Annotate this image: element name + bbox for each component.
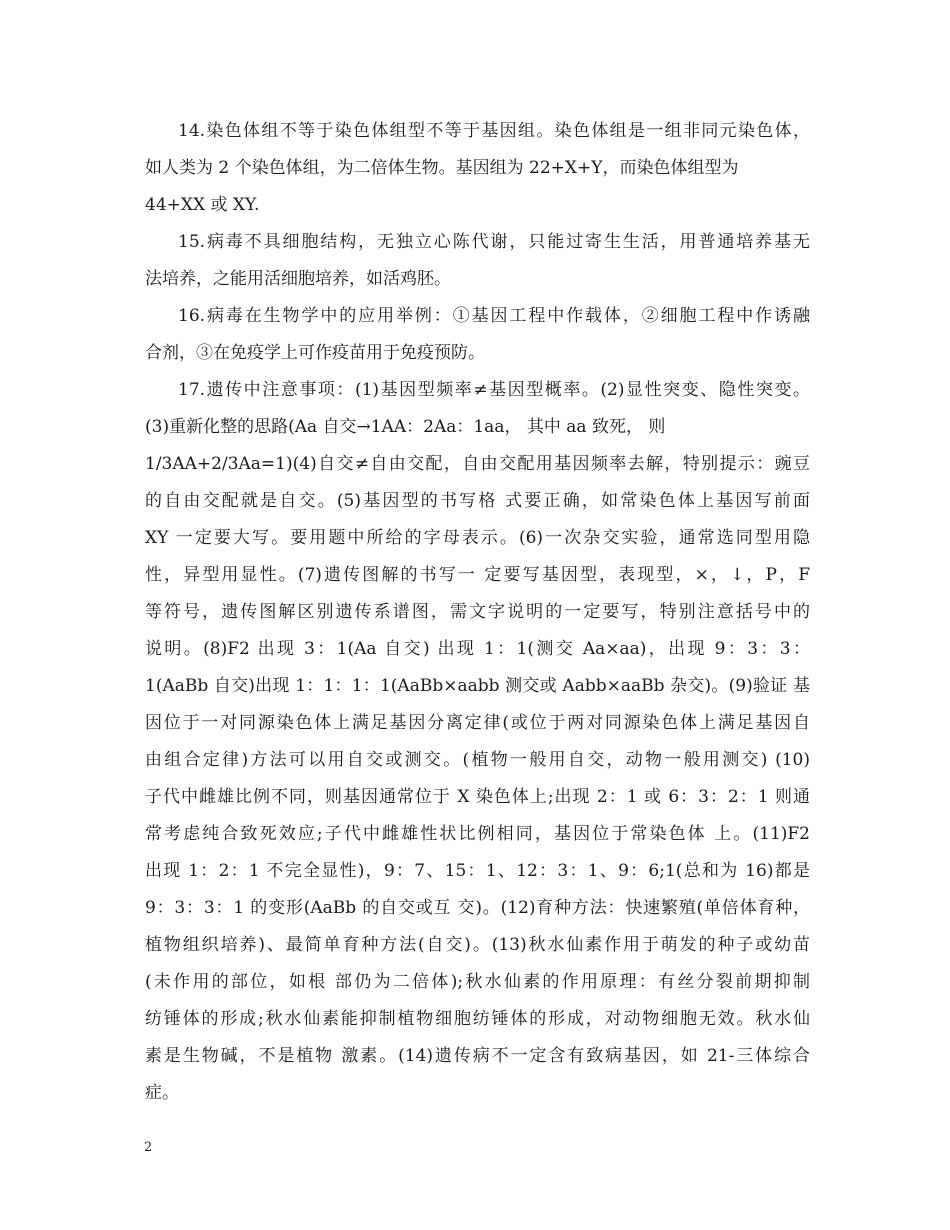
text-line: 14.染色体组不等于染色体组型不等于基因组。染色体组是一组非同元染色体， xyxy=(178,121,810,141)
text-line: 说明。(8)F2 出现 3：1(Aa 自交) 出现 1：1(测交 Aa×aa)，出现 9：3：3： xyxy=(145,639,810,659)
text-line: 常考虑纯合致死效应;子代中雌雄性状比例相同，基因位于常染色体 上。(11)F2 xyxy=(145,824,810,844)
text-line: 素是生物碱，不是植物 激素。(14)遗传病不一定含有致病基因，如 21-三体综合 xyxy=(145,1046,810,1066)
text-line: 植物组织培养)、最简单育种方法(自交)。(13)秋水仙素作用于萌发的种子或幼苗 xyxy=(145,935,810,955)
text-line: 症。 xyxy=(145,1083,179,1103)
text-line: (3)重新化整的思路(Aa 自交→1AA：2Aa：1aa， 其中 aa 致死， 则 xyxy=(145,417,666,437)
text-line: 子代中雌雄比例不同，则基因通常位于 X 染色体上;出现 2：1 或 6：3：2：1 则通 xyxy=(145,787,810,807)
text-line: 的自由交配就是自交。(5)基因型的书写格 式要正确，如常染色体上基因写前面 xyxy=(145,491,810,511)
text-line: 9：3：3：1 的变形(AaBb 的自交或互 交)。(12)育种方法：快速繁殖(单倍体育种， xyxy=(145,898,810,918)
page-number: 2 xyxy=(144,1140,153,1155)
text-line: 性，异型用显性。(7)遗传图解的书写一 定要写基因型，表现型，×，↓，P，F xyxy=(145,565,810,585)
text-line: 因位于一对同源染色体上满足基因分离定律(或位于两对同源染色体上满足基因自 xyxy=(145,713,810,733)
text-line: 1/3AA+2/3Aa=1)(4)自交≠自由交配，自由交配用基因频率去解，特别提示：豌豆 xyxy=(145,454,810,474)
text-line: XY 一定要大写。要用题中所给的字母表示。(6)一次杂交实验，通常选同型用隐 xyxy=(145,528,810,548)
text-line: 1(AaBb 自交)出现 1：1：1：1(AaBb×aabb 测交或 Aabb×aaBb 杂交)。(9)验证 基 xyxy=(145,676,810,696)
text-line: 出现 1：2：1 不完全显性)，9：7、15：1、12：3：1、9：6;1(总和为 16)都是 xyxy=(145,861,810,881)
text-line: 44+XX 或 XY. xyxy=(145,195,260,215)
text-line: 17.遗传中注意事项：(1)基因型频率≠基因型概率。(2)显性突变、隐性突变。 xyxy=(178,380,810,400)
text-line: 等符号，遗传图解区别遗传系谱图，需文字说明的一定要写，特别注意括号中的 xyxy=(145,602,810,622)
text-line: 法培养，之能用活细胞培养，如活鸡胚。 xyxy=(145,269,451,289)
text-line: 如人类为 2 个染色体组，为二倍体生物。基因组为 22+X+Y，而染色体组型为 xyxy=(145,158,739,178)
text-line: (未作用的部位，如根 部仍为二倍体);秋水仙素的作用原理：有丝分裂前期抑制 xyxy=(145,972,810,992)
text-line: 合剂，③在免疫学上可作疫苗用于免疫预防。 xyxy=(145,343,485,363)
text-line: 16.病毒在生物学中的应用举例：①基因工程中作载体，②细胞工程中作诱融 xyxy=(178,306,810,326)
text-line: 纺锤体的形成;秋水仙素能抑制植物细胞纺锤体的形成，对动物细胞无效。秋水仙 xyxy=(145,1009,810,1029)
text-line: 15.病毒不具细胞结构，无独立心陈代谢，只能过寄生生活，用普通培养基无 xyxy=(178,232,810,252)
text-line: 由组合定律)方法可以用自交或测交。(植物一般用自交，动物一般用测交) (10) xyxy=(145,750,810,770)
